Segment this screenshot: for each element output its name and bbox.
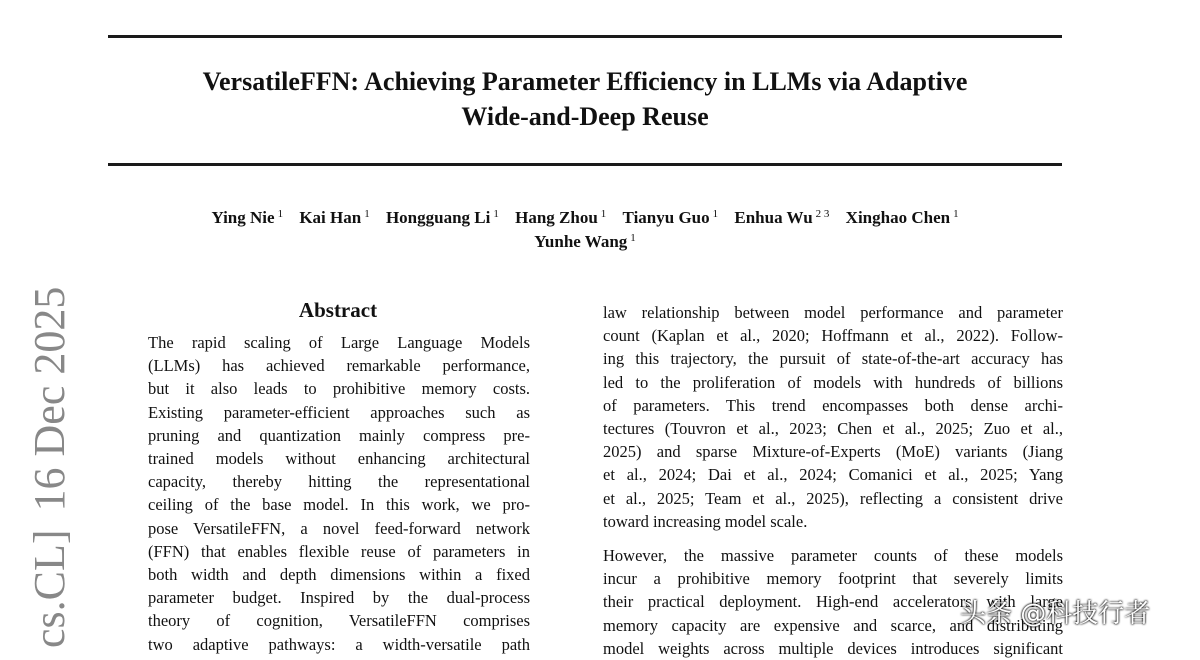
- abstract-line: pose VersatileFFN, a novel feed-forward network: [148, 518, 530, 538]
- abstract-line: The rapid scaling of Large Language Models: [148, 333, 530, 352]
- author-affiliation: 1: [630, 232, 636, 244]
- abstract-body: [148, 331, 530, 656]
- intro-line: model weights across multiple devices introduces significant: [603, 638, 1063, 658]
- author: [515, 208, 606, 227]
- intro-line: of parameters. This trend encompasses both dense archi-: [603, 395, 1063, 415]
- intro-line: their practical deployment. High-end accelerators with large: [603, 592, 1063, 612]
- title-bottom-rule: [108, 163, 1062, 166]
- abstract-line: theory of cognition, VersatileFFN comprises: [148, 611, 530, 631]
- arxiv-side-stamp: [25, 286, 74, 648]
- author-name: Ying Nie: [211, 208, 275, 227]
- source-watermark: 头条 @科技行者: [960, 599, 1151, 629]
- intro-line: ing this trajectory, the pursuit of state-of-the-art accuracy has: [603, 349, 1063, 369]
- author: [211, 208, 283, 227]
- author-affiliation: 1: [277, 208, 284, 220]
- author-name: Hang Zhou: [515, 208, 598, 227]
- abstract-line: capacity, thereby hitting the representational: [148, 472, 530, 492]
- author: [534, 232, 636, 251]
- author-name: Tianyu Guo: [622, 208, 710, 227]
- author: [623, 208, 719, 227]
- abstract-line: both width and depth dimensions within a fixed: [148, 565, 530, 585]
- intro-line: law relationship between model performance and parameter: [603, 303, 1063, 322]
- abstract-line: but it also leads to prohibitive memory costs.: [148, 379, 530, 399]
- abstract-line: ceiling of the base model. In this work, we pro-: [148, 495, 530, 515]
- abstract-line: two adaptive pathways: a width-versatile path: [148, 634, 530, 654]
- arxiv-date: 16 Dec 2025: [25, 286, 74, 512]
- author-name: Hongguang Li: [385, 208, 491, 227]
- paper-title: [108, 64, 1062, 134]
- author-name: Yunhe Wang: [534, 232, 628, 251]
- author: [299, 208, 369, 227]
- intro-line: 2025) and sparse Mixture-of-Experts (MoE) variants (Jiang: [603, 442, 1063, 462]
- title-line: Wide-and-Deep Reuse: [461, 102, 709, 131]
- author: [846, 208, 959, 227]
- intro-paragraph-1: [603, 301, 1063, 533]
- author-affiliation: 1: [953, 208, 959, 220]
- author-list: [160, 206, 1010, 254]
- title-top-rule: [108, 35, 1062, 38]
- intro-line: et al., 2024; Dai et al., 2024; Comanici et al., 2025; Yang: [603, 465, 1063, 485]
- intro-line: incur a prohibitive memory footprint that severely limits: [603, 569, 1063, 589]
- abstract-heading: Abstract: [298, 298, 378, 322]
- author-name: Xinghao Chen: [845, 208, 951, 227]
- intro-line: led to the proliferation of models with hundreds of billions: [603, 372, 1063, 392]
- abstract-line: (FFN) that enables flexible reuse of parameters in: [148, 541, 530, 561]
- intro-line: et al., 2025; Team et al., 2025), reflecting a consistent drive: [603, 488, 1063, 508]
- abstract-line: parameter budget. Inspired by the dual-process: [148, 588, 530, 608]
- intro-line: toward increasing model scale.: [603, 511, 808, 531]
- author: [386, 208, 499, 227]
- author-name: Kai Han: [299, 208, 362, 227]
- abstract-line: pruning and quantization mainly compress pre-: [148, 425, 530, 445]
- author-affiliation: 1: [364, 208, 370, 220]
- intro-line: count (Kaplan et al., 2020; Hoffmann et al., 2022). Follow-: [603, 326, 1063, 346]
- intro-line: However, the massive parameter counts of these models: [603, 546, 1063, 566]
- abstract-line: trained models without enhancing architectural: [148, 449, 530, 469]
- author-name: Enhua Wu: [734, 208, 813, 227]
- author-affiliation: 1: [712, 208, 719, 220]
- abstract-line: Existing parameter-efficient approaches such as: [148, 402, 530, 422]
- author-affiliation: 2 3: [815, 208, 830, 220]
- author-affiliation: 1: [493, 208, 499, 220]
- intro-line: tectures (Touvron et al., 2023; Chen et al., 2025; Zuo et al.,: [603, 419, 1063, 439]
- author-affiliation: 1: [600, 208, 607, 220]
- arxiv-category: cs.CL]: [25, 529, 74, 648]
- title-line: VersatileFFN: Achieving Parameter Efficiency in LLMs via Adaptive: [202, 67, 968, 96]
- intro-line: memory capacity are expensive and scarce, and distributing: [603, 615, 1063, 635]
- abstract-line: (LLMs) has achieved remarkable performance,: [148, 356, 530, 376]
- author: [734, 208, 829, 227]
